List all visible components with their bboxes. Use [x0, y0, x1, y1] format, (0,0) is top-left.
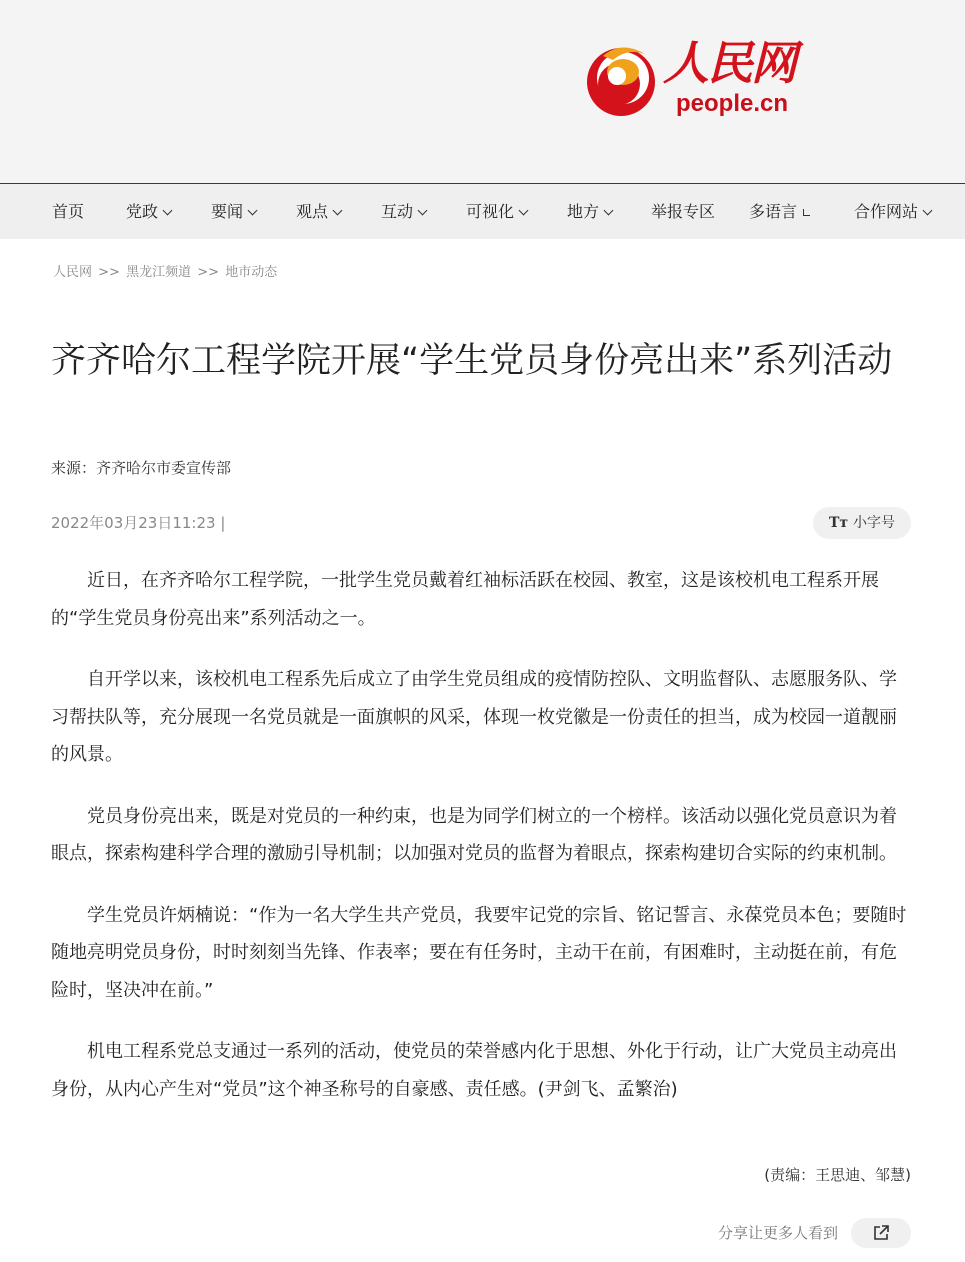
nav-label: 观点	[296, 202, 329, 221]
nav-item-visualization[interactable]	[466, 184, 527, 240]
logo-chinese-text: 人民网	[663, 36, 795, 90]
nav-item-interaction[interactable]	[381, 184, 426, 240]
chevron-down-icon	[163, 206, 173, 216]
chevron-down-icon	[248, 206, 258, 216]
site-logo[interactable]	[583, 34, 803, 122]
nav-item-headlines[interactable]	[211, 184, 256, 240]
chevron-down-icon	[519, 206, 529, 216]
breadcrumb-link-section[interactable]: 地市动态	[225, 265, 278, 280]
nav-label: 可视化	[466, 202, 515, 221]
breadcrumb-link-home[interactable]: 人民网	[53, 265, 93, 280]
article-paragraph: 机电工程系党总支通过一系列的活动，使党员的荣誉感内化于思想、外化于行动，让广大党员主动亮出身份，从内心产生对“党员”这个神圣称号的自豪感、责任感。(尹剑飞、孟繁治)	[51, 1041, 897, 1100]
breadcrumb-separator: >>	[197, 265, 220, 280]
nav-item-opinion[interactable]	[296, 184, 341, 240]
main-navigation	[0, 183, 965, 239]
nav-label: 合作网站	[854, 202, 919, 221]
breadcrumb-link-channel[interactable]: 黑龙江频道	[126, 265, 192, 280]
corner-arrow-icon	[803, 209, 810, 216]
chevron-down-icon	[418, 206, 428, 216]
nav-label: 多语言	[749, 202, 798, 221]
nav-label: 举报专区	[651, 202, 716, 221]
article-editor: (责编：王思迪、邹慧)	[764, 1166, 911, 1184]
nav-item-languages[interactable]	[749, 184, 810, 240]
article-date: 2022年03月23日11:23 |	[51, 514, 226, 532]
chevron-down-icon	[333, 206, 343, 216]
share-label: 分享让更多人看到	[718, 1224, 839, 1242]
chevron-down-icon	[604, 206, 614, 216]
breadcrumb	[53, 261, 277, 280]
font-size-icon: Tт	[828, 515, 849, 531]
article-source: 来源：齐齐哈尔市委宣传部	[51, 459, 232, 477]
nav-label: 地方	[567, 202, 600, 221]
font-size-toggle-button[interactable]	[813, 507, 911, 539]
nav-label: 要闻	[211, 202, 244, 221]
share-button[interactable]	[851, 1218, 911, 1248]
breadcrumb-separator: >>	[98, 265, 120, 280]
article-paragraph: 党员身份亮出来，既是对党员的一种约束，也是为同学们树立的一个榜样。该活动以强化党员意识为着眼点，探索构建科学合理的激励引导机制；以加强对党员的监督为着眼点，探索构建切合实际的约束机制。	[51, 805, 897, 864]
article-paragraph: 自开学以来，该校机电工程系先后成立了由学生党员组成的疫情防控队、文明监督队、志愿服务队、学习帮扶队等，充分展现一名党员就是一面旗帜的风采，体现一枚党徽是一份责任的担当，成为校园一道靓丽的风景。	[51, 669, 897, 765]
nav-item-home[interactable]	[52, 184, 84, 240]
article-paragraph: 近日，在齐齐哈尔工程学院，一批学生党员戴着红袖标活跃在校园、教室，这是该校机电工程系开展的“学生党员身份亮出来”系列活动之一。	[51, 570, 879, 629]
nav-item-partners[interactable]	[854, 184, 931, 240]
share-icon	[872, 1224, 890, 1242]
logo-mark-icon	[583, 42, 659, 118]
site-header	[0, 0, 965, 183]
article-body	[51, 562, 913, 1132]
nav-item-politics[interactable]	[126, 184, 171, 240]
font-size-toggle-label: 小字号	[853, 515, 896, 531]
article-paragraph: 学生党员许炳楠说：“作为一名大学生共产党员，我要牢记党的宗旨、铭记誓言、永葆党员本色；要随时随地亮明党员身份，时时刻刻当先锋、作表率；要在有任务时，主动干在前，有困难时，主动挺在前，有危险时，坚决冲在前。”	[51, 904, 907, 1001]
article-title: 齐齐哈尔工程学院开展“学生党员身份亮出来”系列活动	[51, 341, 893, 381]
nav-item-local[interactable]	[567, 184, 612, 240]
chevron-down-icon	[923, 206, 933, 216]
logo-english-text: people.cn	[676, 90, 789, 117]
nav-label: 互动	[381, 202, 414, 221]
nav-label: 党政	[126, 202, 159, 221]
nav-item-report[interactable]	[651, 184, 715, 240]
nav-label: 首页	[52, 202, 85, 221]
